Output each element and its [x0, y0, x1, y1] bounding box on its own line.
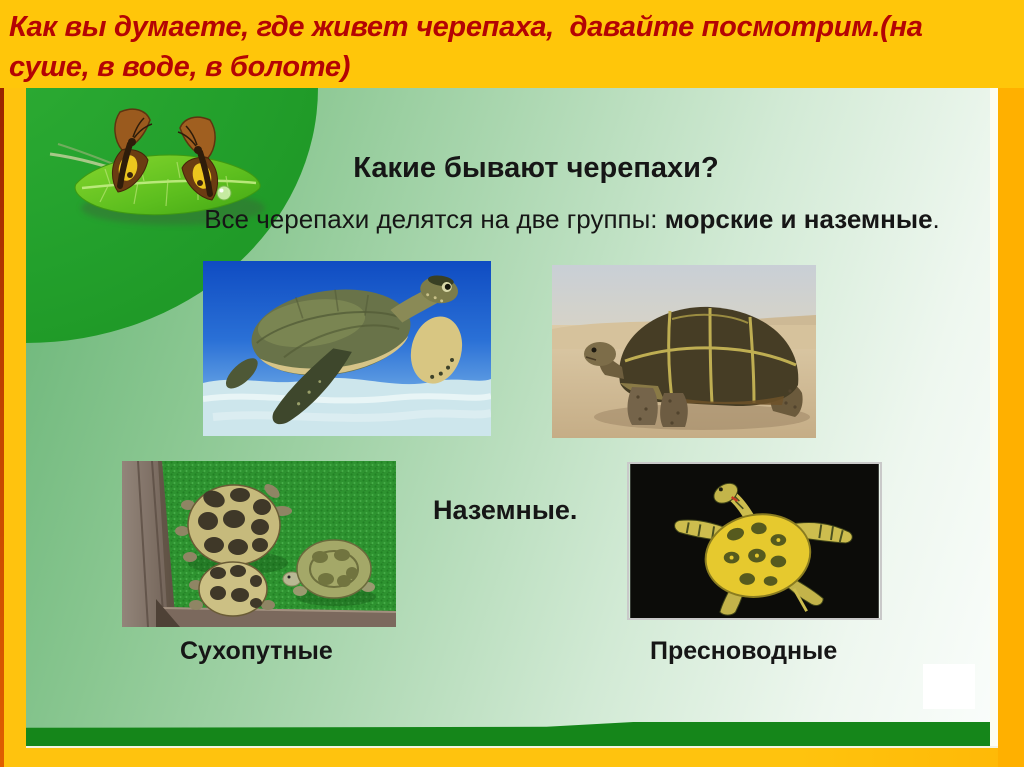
question-banner: [0, 0, 1024, 88]
slide-subtitle: [26, 204, 990, 235]
caption-freshwater-turtles: Пресноводные: [650, 637, 838, 665]
caption-land-tortoises: Сухопутные: [180, 637, 333, 665]
banner-text-line2: суше, в воде, в болоте): [9, 51, 351, 83]
slide-right-edge: [990, 88, 998, 746]
sand-tortoise-icon: [552, 265, 816, 438]
subtitle-prefix: Все черепахи делятся на две группы:: [204, 204, 665, 234]
freshwater-turtle-icon: [629, 464, 880, 618]
sea-turtle-photo: [203, 261, 491, 436]
slide-title: Какие бывают черепахи?: [353, 152, 719, 184]
turf-tortoises-icon: [122, 461, 396, 627]
left-edge-strip: [0, 0, 4, 767]
slide-number-placeholder: [923, 664, 975, 709]
tortoises-on-turf-photo: [122, 461, 396, 627]
bottom-green-strip: [26, 722, 990, 746]
subtitle-bold: морские и наземные: [664, 204, 933, 234]
sand-tortoise-photo: [552, 265, 816, 438]
freshwater-turtle-photo: [627, 462, 882, 620]
slide-bottom-edge: [26, 746, 998, 748]
group-label-nazemnye: Наземные.: [433, 495, 578, 525]
right-orange-band: [998, 88, 1024, 767]
subtitle-suffix: .: [932, 204, 940, 234]
slide-canvas: [26, 88, 990, 746]
sea-turtle-icon: [203, 261, 491, 436]
banner-text-line1: Как вы думаете, где живет черепаха, давайте посмотрим.(на: [9, 11, 923, 43]
